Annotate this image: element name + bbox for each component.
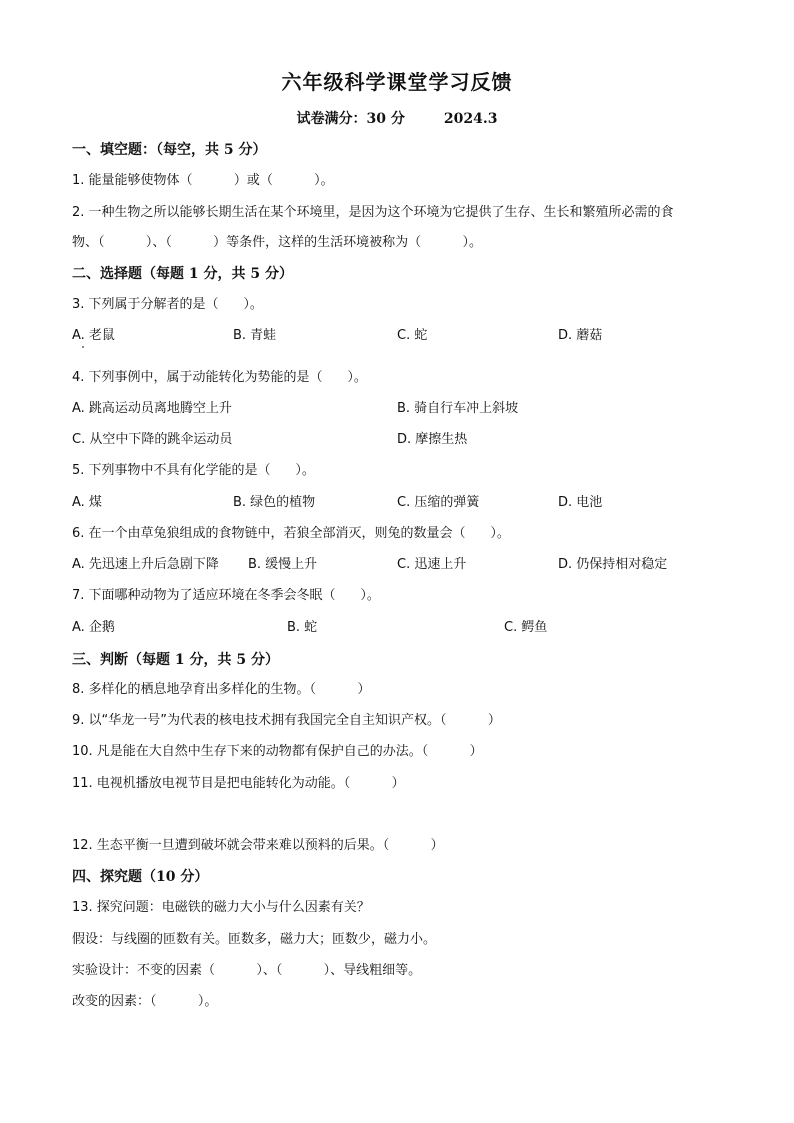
question-12: 12. 生态平衡一旦遭到破坏就会带来难以预料的后果。（ ）: [72, 838, 444, 853]
question-6-option-c: C. 迅速上升: [397, 557, 467, 572]
question-5-option-b: B. 绿色的植物: [233, 495, 316, 510]
question-13-design: 实验设计：不变的因素（ ）、（ ）、导线粗细等。: [72, 963, 422, 978]
question-8: 8. 多样化的栖息地孕育出多样化的生物。（ ）: [72, 682, 371, 697]
question-4-option-c: C. 从空中下降的跳伞运动员: [72, 432, 233, 447]
question-3-stem: 3. 下列属于分解者的是（ ）。: [72, 297, 263, 312]
section-true-false: 三、判断（每题 1 分，共 5 分）: [72, 652, 279, 668]
question-3-option-b: B. 青蛙: [233, 328, 277, 343]
question-10: 10. 凡是能在大自然中生存下来的动物都有保护自己的办法。（ ）: [72, 744, 483, 759]
question-2-line-1: 2. 一种生物之所以能够长期生活在某个环境里，是因为这个环境为它提供了生存、生长和繁殖所必需的食: [72, 205, 674, 220]
question-3-option-a: A. 老鼠: [72, 328, 115, 343]
page-title: 六年级科学课堂学习反馈: [281, 70, 513, 94]
question-4-option-b: B. 骑自行车冲上斜坡: [397, 401, 519, 416]
page-subtitle: 试卷满分：30 分 2024.3: [296, 111, 498, 127]
question-7-option-c: C. 鳄鱼: [504, 620, 548, 635]
question-11: 11. 电视机播放电视节目是把电能转化为动能。（ ）: [72, 776, 405, 791]
question-3-option-c: C. 蛇: [397, 328, 428, 343]
question-4-stem: 4. 下列事例中，属于动能转化为势能的是（ ）。: [72, 370, 367, 385]
question-5-option-d: D. 电池: [558, 495, 603, 510]
question-5-stem: 5. 下列事物中不具有化学能的是（ ）。: [72, 463, 315, 478]
question-5-option-c: C. 压缩的弹簧: [397, 495, 480, 510]
question-13-hypothesis: 假设：与线圈的匝数有关。匝数多，磁力大；匝数少，磁力小。: [72, 932, 437, 947]
question-1: 1. 能量能够使物体（ ）或（ ）。: [72, 173, 334, 188]
stray-dot: [82, 346, 84, 348]
question-3-option-d: D. 蘑菇: [558, 328, 603, 343]
section-multiple-choice: 二、选择题（每题 1 分，共 5 分）: [72, 266, 293, 282]
question-6-option-d: D. 仍保持相对稳定: [558, 557, 668, 572]
question-4-option-a: A. 跳高运动员离地腾空上升: [72, 401, 232, 416]
question-7-option-b: B. 蛇: [287, 620, 318, 635]
question-9: 9. 以“华龙一号”为代表的核电技术拥有我国完全自主知识产权。（ ）: [72, 713, 501, 728]
question-7-stem: 7. 下面哪种动物为了适应环境在冬季会冬眠（ ）。: [72, 588, 380, 603]
question-6-stem: 6. 在一个由草兔狼组成的食物链中，若狼全部消灭，则兔的数量会（ ）。: [72, 526, 510, 541]
question-4-option-d: D. 摩擦生热: [397, 432, 468, 447]
section-fill-in: 一、填空题：（每空，共 5 分）: [72, 142, 267, 158]
question-5-option-a: A. 煤: [72, 495, 102, 510]
question-6-option-b: B. 缓慢上升: [248, 557, 318, 572]
question-7-option-a: A. 企鹅: [72, 620, 115, 635]
question-13-changed-factor: 改变的因素：（ ）。: [72, 994, 218, 1009]
question-6-option-a: A. 先迅速上升后急剧下降: [72, 557, 219, 572]
question-13-problem: 13. 探究问题：电磁铁的磁力大小与什么因素有关？: [72, 900, 370, 915]
section-inquiry: 四、探究题（10 分）: [72, 869, 209, 885]
question-2-line-2: 物、（ ）、（ ）等条件，这样的生活环境被称为（ ）。: [72, 235, 482, 250]
